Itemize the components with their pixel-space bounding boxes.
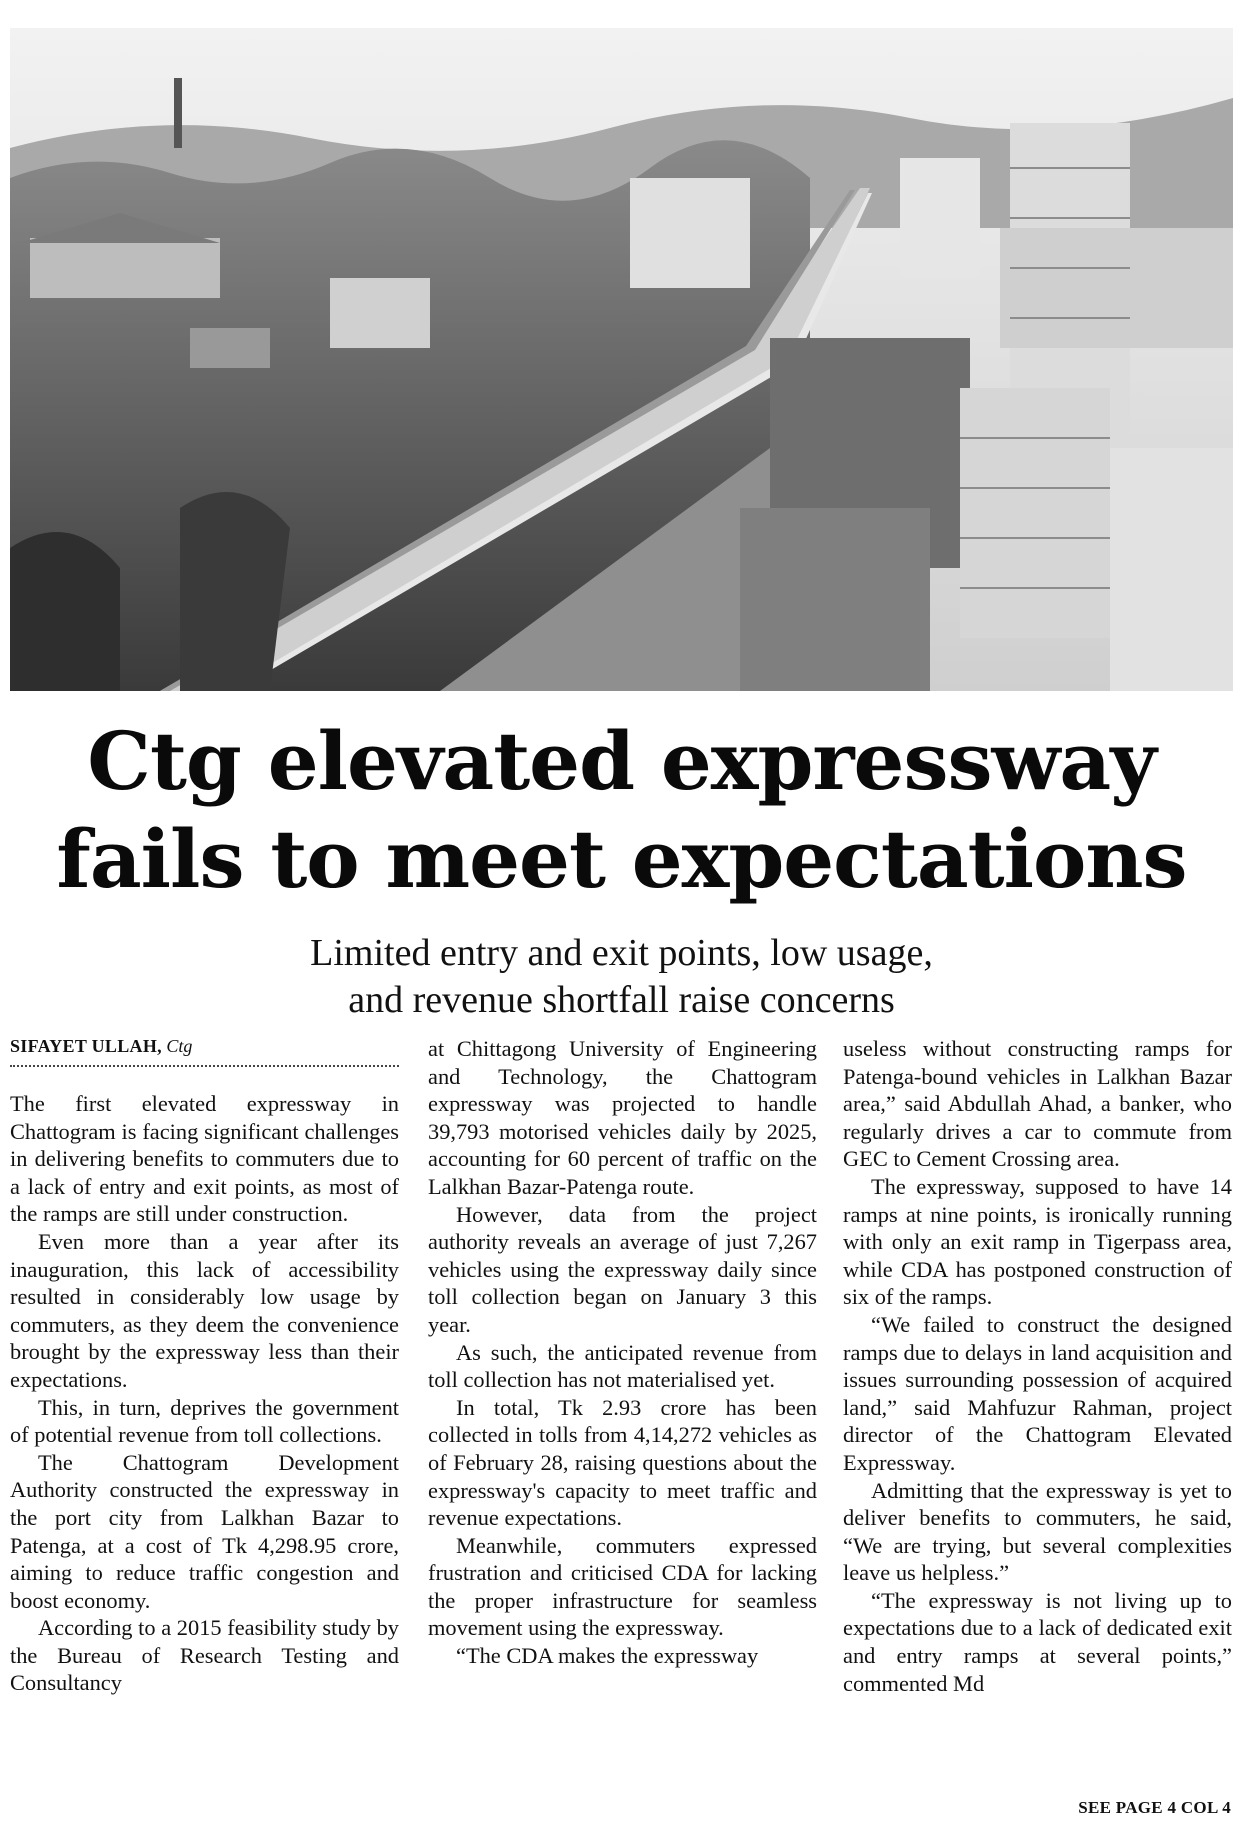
- paragraph: However, data from the project authority reveals an average of just 7,267 vehicles using the expressway daily since toll collection began on January 3 this year.: [428, 1201, 817, 1337]
- byline-author: SIFAYET ULLAH,: [10, 1036, 162, 1056]
- paragraph: “We failed to construct the designed ramps due to delays in land acquisition and issues surrounding possession of acquired land,” said Mahfuzur Rahman, project director of the Chattogram Elevated Expressway.: [843, 1311, 1232, 1475]
- subheadline: [0, 930, 1243, 1024]
- paragraph: “The CDA makes the expressway: [456, 1643, 759, 1669]
- paragraph: Even more than a year after its inauguration, this lack of accessibility resulted in considerably low usage by commuters, as they deem the convenience brought by the expressway less than their expectations.: [10, 1228, 399, 1392]
- paragraph: at Chittagong University of Engineering and Technology, the Chattogram expressway was projected to handle 39,793 motorised vehicles daily by 2025, accounting for 60 percent of traffic on the Lalkhan Bazar-Patenga route.: [428, 1036, 817, 1199]
- byline-location: Ctg: [166, 1036, 193, 1056]
- headline-line-2: fails to meet expectations: [56, 812, 1187, 906]
- byline: [10, 1033, 399, 1067]
- expressway-photo-illustration: [10, 28, 1233, 691]
- paragraph: The first elevated expressway in Chattogram is facing significant challenges in delivering benefits to commuters due to a lack of entry and exit points, as most of the ramps are still under construction.: [10, 1091, 399, 1227]
- paragraph: useless without constructing ramps for Patenga-bound vehicles in Lalkhan Bazar area,” said Abdullah Ahad, a banker, who regularly drives a car to commute from GEC to Cement Crossing area.: [843, 1036, 1232, 1172]
- article-column-2: [428, 1035, 817, 1670]
- expressway-photo: [10, 28, 1233, 691]
- paragraph: The Chattogram Development Authority constructed the expressway in the port city from Lalkhan Bazar to Patenga, at a cost of Tk 4,298.95 crore, aiming to reduce traffic congestion and boost economy.: [10, 1449, 399, 1613]
- paragraph: As such, the anticipated revenue from toll collection has not materialised yet.: [428, 1339, 817, 1393]
- article-column-3: [843, 1035, 1232, 1697]
- paragraph: This, in turn, deprives the government of potential revenue from toll collections.: [10, 1394, 399, 1448]
- paragraph: According to a 2015 feasibility study by the Bureau of Research Testing and Consultancy: [10, 1615, 399, 1696]
- headline: [0, 712, 1243, 908]
- paragraph: In total, Tk 2.93 crore has been collected in tolls from 4,14,272 vehicles as of February 28, raising questions about the expressway's capacity to meet traffic and revenue expectations.: [428, 1394, 817, 1531]
- paragraph: Admitting that the expressway is yet to deliver benefits to commuters, he said, “We are trying, but several complexities leave us helpless.”: [843, 1477, 1232, 1586]
- headline-line-1: Ctg elevated expressway: [87, 714, 1156, 808]
- continuation-jump-line: SEE PAGE 4 COL 4: [1078, 1798, 1231, 1817]
- paragraph: Meanwhile, commuters expressed frustration and criticised CDA for lacking the proper infrastructure for seamless movement using the expressway.: [428, 1532, 817, 1641]
- subheadline-line-2: and revenue shortfall raise concerns: [348, 979, 895, 1021]
- paragraph: The expressway, supposed to have 14 ramps at nine points, is ironically running with only an exit ramp in Tigerpass area, while CDA has postponed construction of six of the ramps.: [843, 1173, 1232, 1310]
- paragraph: “The expressway is not living up to expectations due to a lack of dedicated exit and entry ramps at several points,” commented Md: [843, 1587, 1232, 1696]
- subheadline-line-1: Limited entry and exit points, low usage,: [310, 932, 933, 974]
